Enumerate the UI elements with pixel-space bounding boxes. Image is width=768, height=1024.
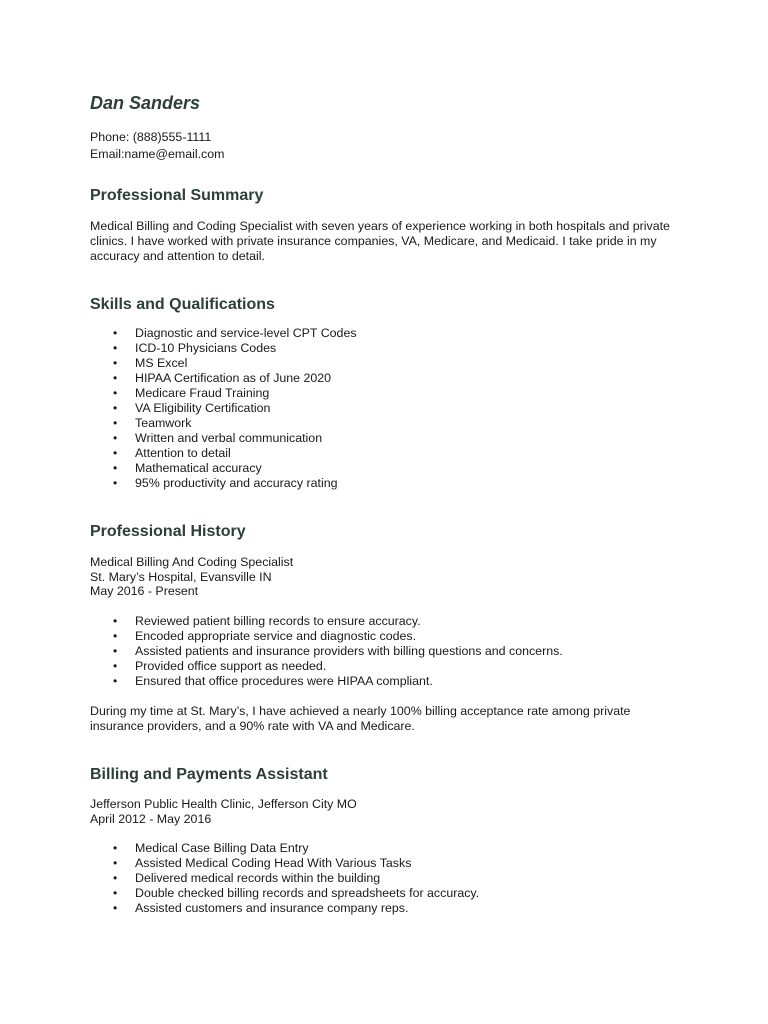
list-item: • Reviewed patient billing records to ensure accuracy.	[90, 614, 563, 629]
list-item: • MS Excel	[90, 356, 357, 371]
list-item: • ICD-10 Physicians Codes	[90, 341, 357, 356]
job1-note: During my time at St. Mary’s, I have achieved a nearly 100% billing acceptance rate among private insurance providers, and a 90% rate with VA and Medicare.	[90, 704, 631, 733]
history-heading: Professional History	[90, 523, 246, 540]
list-item: • Mathematical accuracy	[90, 461, 357, 476]
list-item: • Assisted customers and insurance company reps.	[90, 901, 479, 916]
list-item: • Teamwork	[90, 416, 357, 431]
job1-employer: St. Mary’s Hospital, Evansville IN	[90, 569, 272, 584]
email-line: Email:name@email.com	[90, 147, 225, 161]
phone-line: Phone: (888)555-1111	[90, 130, 212, 144]
list-item: • Attention to detail	[90, 446, 357, 461]
job1-dates: May 2016 - Present	[90, 584, 199, 598]
summary-text: Medical Billing and Coding Specialist with seven years of experience working in both hospitals and private clinics. I have worked with private insurance companies, VA, Medicare, and Medicaid. I take pride in my accuracy and attention to detail.	[90, 219, 670, 263]
job2-heading: Billing and Payments Assistant	[90, 766, 328, 783]
summary-heading: Professional Summary	[90, 187, 264, 204]
job1-info	[90, 555, 293, 599]
list-item: • Medical Case Billing Data Entry	[90, 841, 479, 856]
list-item: • Written and verbal communication	[90, 431, 357, 446]
list-item: • Assisted Medical Coding Head With Various Tasks	[90, 856, 479, 871]
list-item: • 95% productivity and accuracy rating	[90, 476, 357, 491]
contact-info	[90, 129, 224, 163]
job1-duties-list	[90, 614, 563, 689]
list-item: • Ensured that office procedures were HIPAA compliant.	[90, 674, 563, 689]
job2-info	[90, 797, 357, 826]
list-item: • Assisted patients and insurance providers with billing questions and concerns.	[90, 644, 563, 659]
candidate-name: Dan Sanders	[90, 93, 201, 113]
list-item: • Provided office support as needed.	[90, 659, 563, 674]
skills-list	[90, 326, 357, 491]
list-item: • Encoded appropriate service and diagnostic codes.	[90, 629, 563, 644]
job2-employer: Jefferson Public Health Clinic, Jefferson City MO	[90, 797, 357, 811]
list-item: • HIPAA Certification as of June 2020	[90, 371, 357, 386]
job1-title: Medical Billing And Coding Specialist	[90, 555, 294, 569]
job2-duties-list	[90, 841, 479, 916]
list-item: • Double checked billing records and spreadsheets for accuracy.	[90, 886, 479, 901]
list-item: • Diagnostic and service-level CPT Codes	[90, 326, 357, 341]
skills-heading: Skills and Qualifications	[90, 296, 275, 313]
list-item: • Delivered medical records within the building	[90, 871, 479, 886]
job2-dates: April 2012 - May 2016	[90, 811, 212, 826]
list-item: • VA Eligibility Certification	[90, 401, 357, 416]
list-item: • Medicare Fraud Training	[90, 386, 357, 401]
